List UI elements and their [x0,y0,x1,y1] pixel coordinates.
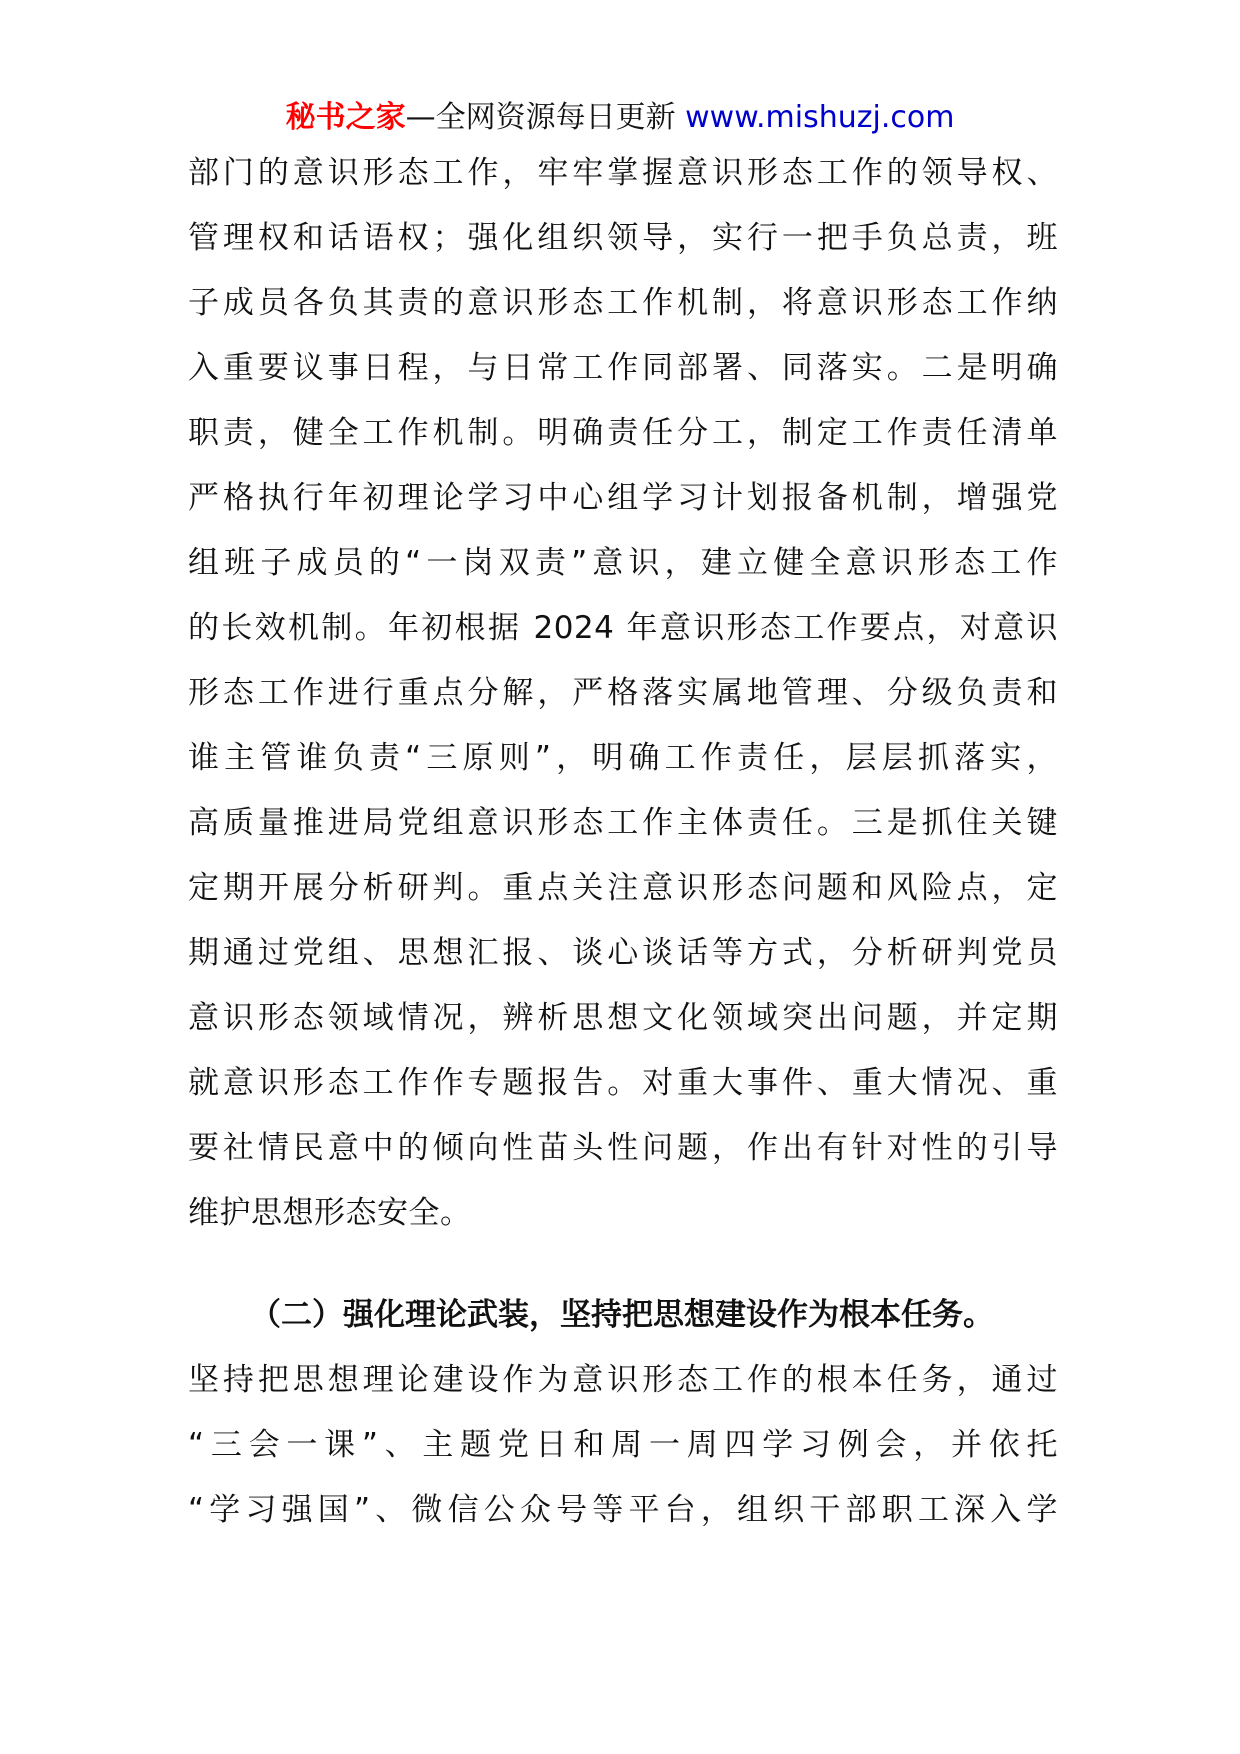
text-line: 谁主管谁负责“三原则”，明确工作责任，层层抓落实， [188,740,1058,776]
text-line: 期通过党组、思想汇报、谈心谈话等方式，分析研判党员 [188,935,1058,971]
text-line: 就意识形态工作作专题报告。对重大事件、重大情况、重 [188,1065,1058,1101]
text-line: 要社情民意中的倾向性苗头性问题，作出有针对性的引导 [188,1130,1058,1166]
text-line: “三会一课”、主题党日和周一周四学习例会，并依托 [188,1427,1058,1463]
text-line: 高质量推进局党组意识形态工作主体责任。三是抓住关键 [188,805,1058,841]
text-line: “学习强国”、微信公众号等平台，组织干部职工深入学 [188,1492,1058,1528]
text-line: 定期开展分析研判。重点关注意识形态问题和风险点，定 [188,870,1058,906]
text-line: 维护思想形态安全。 [188,1195,472,1231]
text-line: 职责，健全工作机制。明确责任分工，制定工作责任清单 [188,415,1058,451]
text-line: 的长效机制。年初根据 2024 年意识形态工作要点，对意识 [188,610,1058,646]
text-line: 入重要议事日程，与日常工作同部署、同落实。二是明确 [188,350,1058,386]
section-heading: （二）强化理论武装，坚持把思想建设作为根本任务。 [250,1297,994,1333]
text-line: 子成员各负其责的意识形态工作机制，将意识形态工作纳 [188,285,1058,321]
header-site-link[interactable]: www.mishuzj.com [685,100,955,135]
text-line: 形态工作进行重点分解，严格落实属地管理、分级负责和 [188,675,1058,711]
text-line: 组班子成员的“一岗双责”意识，建立健全意识形态工作 [188,545,1058,581]
text-line: 管理权和话语权；强化组织领导，实行一把手负总责，班 [188,220,1058,256]
header-brand: 秘书之家 [285,100,406,135]
paragraph-1 [188,141,1058,1246]
text-line: 坚持把思想理论建设作为意识形态工作的根本任务，通过 [188,1362,1058,1398]
text-line: 部门的意识形态工作，牢牢掌握意识形态工作的领导权、 [188,155,1058,191]
text-line: 意识形态领域情况，辨析思想文化领域突出问题，并定期 [188,1000,1058,1036]
header-tagline: —全网资源每日更新 [405,100,686,135]
text-line: 严格执行年初理论学习中心组学习计划报备机制，增强党 [188,480,1058,516]
section-2 [188,1283,1058,1543]
page-header [0,98,1240,138]
